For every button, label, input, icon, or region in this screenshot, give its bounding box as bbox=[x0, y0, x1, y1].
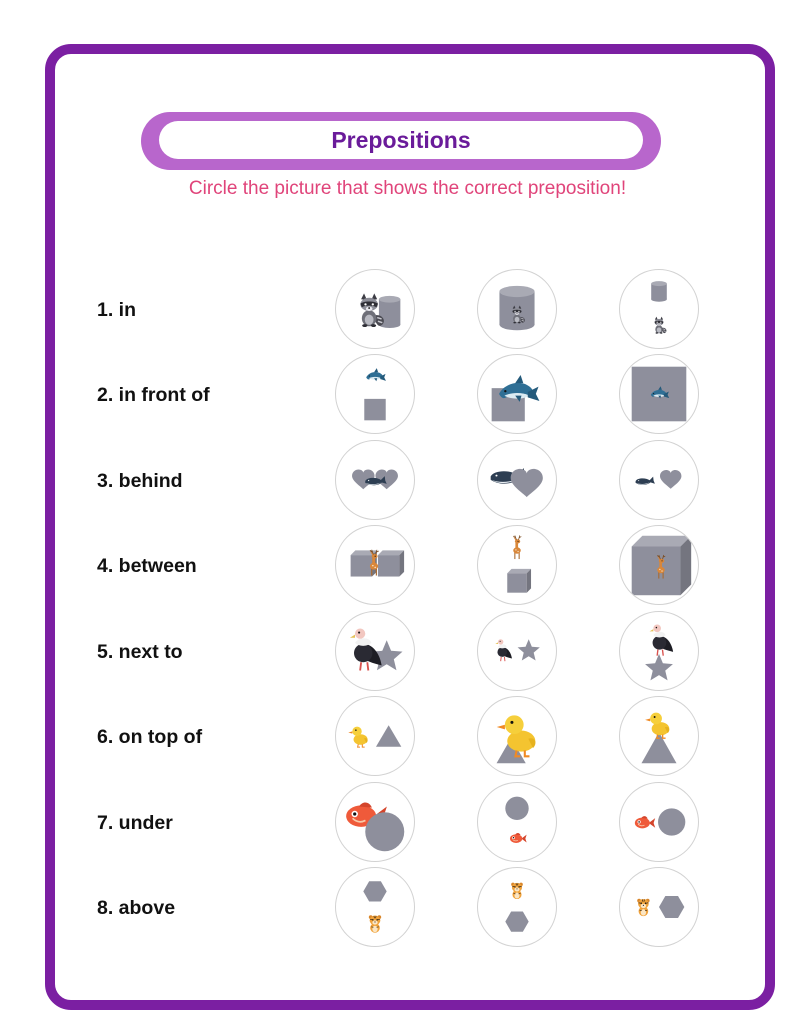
question-row bbox=[0, 353, 800, 437]
answer-option[interactable] bbox=[477, 867, 557, 947]
circle-shape bbox=[365, 812, 404, 851]
answer-option[interactable] bbox=[619, 782, 699, 862]
question-row bbox=[0, 695, 800, 779]
option-picture bbox=[336, 441, 414, 519]
answer-option[interactable] bbox=[477, 525, 557, 605]
cube-shape bbox=[507, 569, 531, 593]
answer-option[interactable] bbox=[619, 525, 699, 605]
title-banner bbox=[141, 112, 661, 170]
option-picture bbox=[620, 270, 698, 348]
answer-option[interactable] bbox=[335, 440, 415, 520]
triangle-shape bbox=[376, 725, 401, 746]
heart-shape bbox=[511, 469, 543, 497]
fish-icon bbox=[510, 833, 527, 843]
answer-option[interactable] bbox=[477, 269, 557, 349]
answer-option[interactable] bbox=[335, 867, 415, 947]
triangle-shape bbox=[641, 732, 676, 763]
answer-option[interactable] bbox=[619, 867, 699, 947]
question-row bbox=[0, 439, 800, 523]
answer-option[interactable] bbox=[335, 525, 415, 605]
hexagon-shape bbox=[505, 911, 528, 931]
square-shape bbox=[364, 399, 385, 420]
option-picture bbox=[336, 868, 414, 946]
option-picture bbox=[620, 868, 698, 946]
question-label: 2. in front of bbox=[97, 383, 210, 406]
question-label: 1. in bbox=[97, 298, 137, 321]
answer-option[interactable] bbox=[619, 269, 699, 349]
answer-option[interactable] bbox=[335, 269, 415, 349]
answer-option[interactable] bbox=[335, 782, 415, 862]
circle-shape bbox=[505, 797, 528, 820]
tiger-icon bbox=[511, 883, 523, 899]
question-row bbox=[0, 781, 800, 865]
question-label: 4. between bbox=[97, 554, 197, 577]
option-picture bbox=[478, 270, 556, 348]
dolphin-icon bbox=[499, 375, 539, 402]
answer-option[interactable] bbox=[335, 696, 415, 776]
question-row bbox=[0, 268, 800, 352]
option-picture bbox=[620, 612, 698, 690]
question-row bbox=[0, 866, 800, 950]
option-picture bbox=[336, 270, 414, 348]
cylinder-shape bbox=[651, 281, 667, 302]
tiger-icon bbox=[369, 915, 381, 932]
answer-option[interactable] bbox=[619, 440, 699, 520]
fish-icon bbox=[635, 816, 655, 828]
page-title: Prepositions bbox=[159, 121, 643, 159]
question-label: 5. next to bbox=[97, 640, 183, 663]
star-shape bbox=[518, 639, 540, 660]
question-label: 8. above bbox=[97, 896, 176, 919]
option-picture bbox=[336, 526, 414, 604]
question-label: 7. under bbox=[97, 811, 173, 834]
option-picture bbox=[620, 526, 698, 604]
whale-icon bbox=[636, 477, 655, 485]
answer-option[interactable] bbox=[477, 696, 557, 776]
option-picture bbox=[478, 612, 556, 690]
duckling-icon bbox=[497, 715, 536, 756]
question-label: 3. behind bbox=[97, 469, 183, 492]
star-shape bbox=[645, 654, 673, 680]
option-picture bbox=[620, 697, 698, 775]
option-picture bbox=[478, 868, 556, 946]
question-row bbox=[0, 610, 800, 694]
answer-option[interactable] bbox=[477, 354, 557, 434]
option-picture bbox=[336, 355, 414, 433]
option-picture bbox=[336, 697, 414, 775]
answer-option[interactable] bbox=[335, 354, 415, 434]
option-picture bbox=[336, 612, 414, 690]
heart-shape bbox=[660, 470, 681, 489]
tiger-icon bbox=[637, 899, 649, 916]
question-row bbox=[0, 524, 800, 608]
option-picture bbox=[478, 441, 556, 519]
vulture-icon bbox=[650, 625, 674, 656]
cube-shape bbox=[378, 550, 404, 576]
instruction-text: Circle the picture that shows the correct preposition! bbox=[188, 178, 627, 199]
circle-shape bbox=[658, 808, 685, 835]
option-picture bbox=[478, 526, 556, 604]
duckling-icon bbox=[645, 713, 669, 739]
option-picture bbox=[620, 355, 698, 433]
option-picture bbox=[478, 355, 556, 433]
option-picture bbox=[336, 783, 414, 861]
option-picture bbox=[620, 783, 698, 861]
duckling-icon bbox=[348, 727, 367, 747]
question-label: 6. on top of bbox=[97, 725, 203, 748]
answer-option[interactable] bbox=[477, 611, 557, 691]
answer-option[interactable] bbox=[619, 354, 699, 434]
option-picture bbox=[620, 441, 698, 519]
answer-option[interactable] bbox=[619, 611, 699, 691]
raccoon-icon bbox=[655, 317, 667, 334]
answer-option[interactable] bbox=[335, 611, 415, 691]
answer-option[interactable] bbox=[477, 782, 557, 862]
vulture-icon bbox=[495, 639, 512, 661]
dolphin-icon bbox=[366, 368, 386, 381]
answer-option[interactable] bbox=[619, 696, 699, 776]
answer-option[interactable] bbox=[477, 440, 557, 520]
hexagon-shape bbox=[363, 881, 386, 901]
option-picture bbox=[478, 783, 556, 861]
deer-icon bbox=[513, 535, 521, 559]
option-picture bbox=[478, 697, 556, 775]
vulture-icon bbox=[350, 628, 382, 670]
hexagon-shape bbox=[659, 896, 684, 918]
